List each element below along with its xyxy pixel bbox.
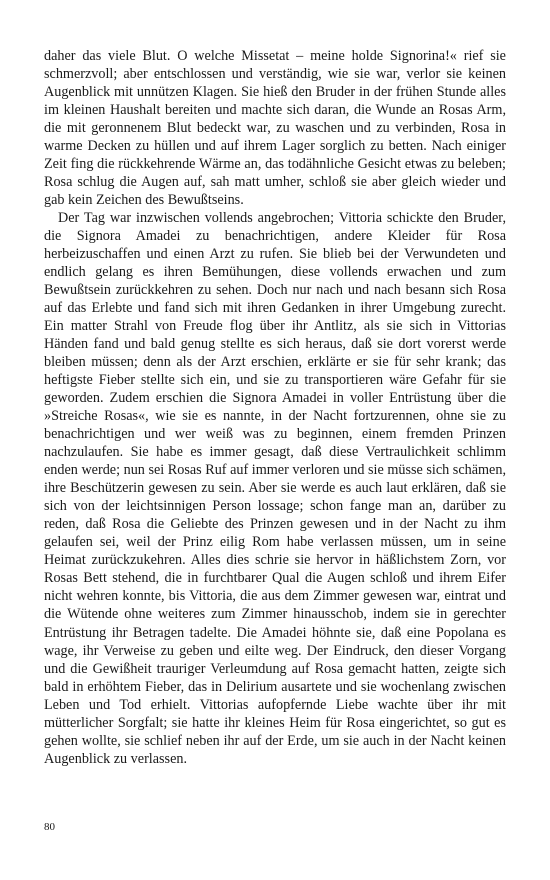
paragraph-1: daher das viele Blut. O welche Missetat – meine holde Signorina!« rief sie schmerzvoll; aber entschlossen und verständig, wie sie war, verlor sie keinen Augenblick mit unnützen Klagen. Sie hieß den Bruder in der frühen Stunde alles im kleinen Haushalt bereiten und machte sich daran, die Wunde an Rosas Arm, die mit geronnenem Blut bedeckt war, zu waschen und zu verbinden, Rosa in warme Decken zu hüllen und auf ihrem Lager sorglich zu betten. Nach einiger Zeit fing die rückkehrende Wärme an, das todähnliche Gesicht etwas zu beleben; Rosa schlug die Augen auf, sah matt umher, schloß sie aber gleich wieder und gab kein Zeichen des Bewußtseins. [44,48,506,209]
page-number: 80 [44,821,55,833]
page-body [44,47,506,768]
paragraph-2: Der Tag war inzwischen vollends angebrochen; Vittoria schickte den Bruder, die Signora Amadei zu benachrichtigen, andere Kleider für Rosa herbeizuschaffen und einen Arzt zu rufen. Sie blieb bei der Verwundeten und endlich gelang es ihren Bemühungen, diese vollends erwachen und zum Bewußtsein zurückkehren zu sehen. Doch nur nach und nach besann sich Rosa auf das Erlebte und fand sich mit ihren Gedanken in ihrer Umgebung zurecht. Ein matter Strahl von Freude flog über ihr Antlitz, als sie sich in Vittorias Händen fand und bald genug stellte es sich heraus, daß sie dort vorerst werde bleiben müssen; denn als der Arzt erschien, erklärte er sie für sehr krank; das heftigste Fieber stellte sich ein, und sie zu transportieren wäre Gefahr für sie geworden. Zudem erschien die Signora Amadei in voller Entrüstung über die »Streiche Rosas«, wie sie es nannte, in der Nacht fortzurennen, ohne sie zu benachrichtigen und wer weiß was zu beginnen, einem fremden Prinzen nachzulaufen. Sie habe es immer gesagt, daß diese Vertraulichkeit schlimm enden werde; nun sei Rosas Ruf auf immer verloren und sie müsse sich schämen, ihre Beschützerin gewesen zu sein. Aber sie werde es auch laut erklären, daß sie sich von der leichtsinnigen Person lossage; schon fange man an, darüber zu reden, daß Rosa die Geliebte des Prinzen gewesen und in der Nacht zu ihm gelaufen sei, weil der Prinz eilig Rom habe verlassen müssen, um in seine Heimat zurückzukehren. Alles dies schrie sie hervor in häßlichstem Zorn, vor Rosas Bett stehend, die in furchtbarer Qual die Augen schloß und ihrem Eifer nicht wehren konnte, bis Vittoria, die aus dem Zimmer gewesen war, eintrat und die Wütende ohne weiteres zum Zimmer hinausschob, indem sie in gerechter Entrüstung ihr Betragen tadelte. Die Amadei höhnte sie, daß eine Popolana es wage, ihr Verweise zu geben und eilte weg. Der Eindruck, den dieser Vorgang und die Gewißheit trauriger Verleumdung auf Rosa gemacht hatten, zeigte sich bald in erhöhtem Fieber, das in Delirium ausartete und sie wochenlang zwischen Leben und Tod erhielt. Vittorias aufopfernde Liebe wachte über ihr mit mütterlicher Sorgfalt; sie hatte ihr kleines Heim für Rosa eingerichtet, so gut es gehen wollte, sie schlief neben ihr auf der Erde, um sie auch in der Nacht keinen Augenblick zu verlassen. [44,210,506,767]
